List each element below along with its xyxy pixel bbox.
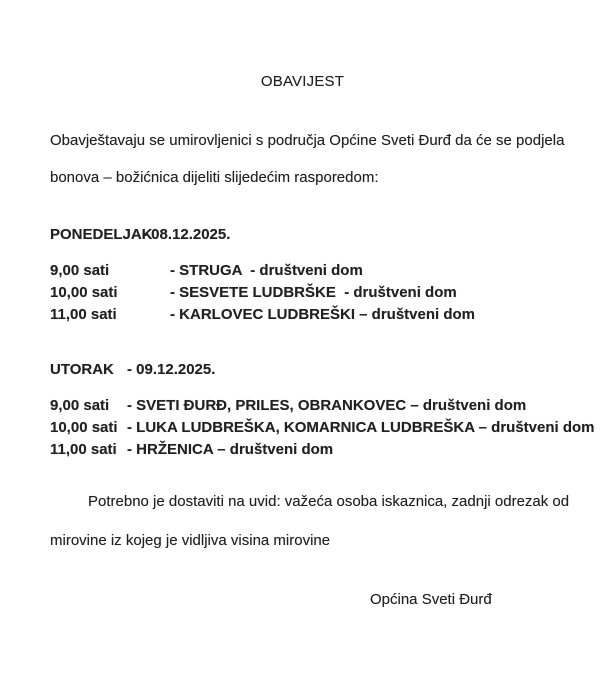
- signature: Općina Sveti Đurđ: [370, 591, 492, 608]
- schedule-row: [50, 260, 555, 282]
- schedule-place: - HRŽENICA – društveni dom: [127, 441, 334, 458]
- document-title: OBAVIJEST: [260, 73, 345, 90]
- schedule-time: 10,00 sati: [50, 419, 118, 436]
- schedule-time: 9,00 sati: [50, 397, 110, 414]
- schedule-row: [50, 282, 555, 304]
- section-date-monday: - 08.12.2025.: [142, 226, 231, 243]
- schedule-row: [50, 304, 555, 326]
- schedule-time: 10,00 sati: [50, 284, 118, 301]
- notice-document: [0, 73, 605, 551]
- note-paragraph-line-2: mirovine iz kojeg je vidljiva visina mirovine: [50, 532, 331, 549]
- schedule-time: 11,00 sati: [50, 441, 117, 458]
- note-paragraph-line-1: Potrebno je dostaviti na uvid: važeća osoba iskaznica, zadnji odrezak od: [88, 493, 570, 510]
- section-date-tuesday: - 09.12.2025.: [127, 361, 216, 378]
- schedule-tuesday: [50, 395, 595, 461]
- schedule-place: - STRUGA - društveni dom: [170, 262, 363, 279]
- schedule-monday: [50, 260, 555, 326]
- schedule-time: 11,00 sati: [50, 306, 117, 323]
- schedule-row: [50, 395, 555, 417]
- schedule-place: - SESVETE LUDBRŠKE - društveni dom: [170, 284, 457, 301]
- intro-paragraph-line-2: bonova – božićnica dijeliti slijedećim rasporedom:: [50, 169, 379, 186]
- section-heading-tuesday: [50, 360, 555, 380]
- intro-paragraph-line-1: Obavještavaju se umirovljenici s područja Općine Sveti Đurđ da će se podjela: [50, 132, 565, 149]
- section-day-monday: PONEDELJAK: [50, 226, 153, 243]
- schedule-row: [50, 439, 555, 461]
- schedule-place: - SVETI ĐURĐ, PRILES, OBRANKOVEC – društveni dom: [127, 397, 527, 414]
- section-day-tuesday: UTORAK: [50, 361, 114, 378]
- section-heading-monday: [50, 225, 555, 245]
- schedule-time: 9,00 sati: [50, 262, 110, 279]
- schedule-row: [50, 417, 595, 439]
- schedule-place: - KARLOVEC LUDBREŠKI – društveni dom: [170, 306, 476, 323]
- schedule-place: - LUKA LUDBREŠKA, KOMARNICA LUDBREŠKA – društveni dom: [127, 419, 595, 436]
